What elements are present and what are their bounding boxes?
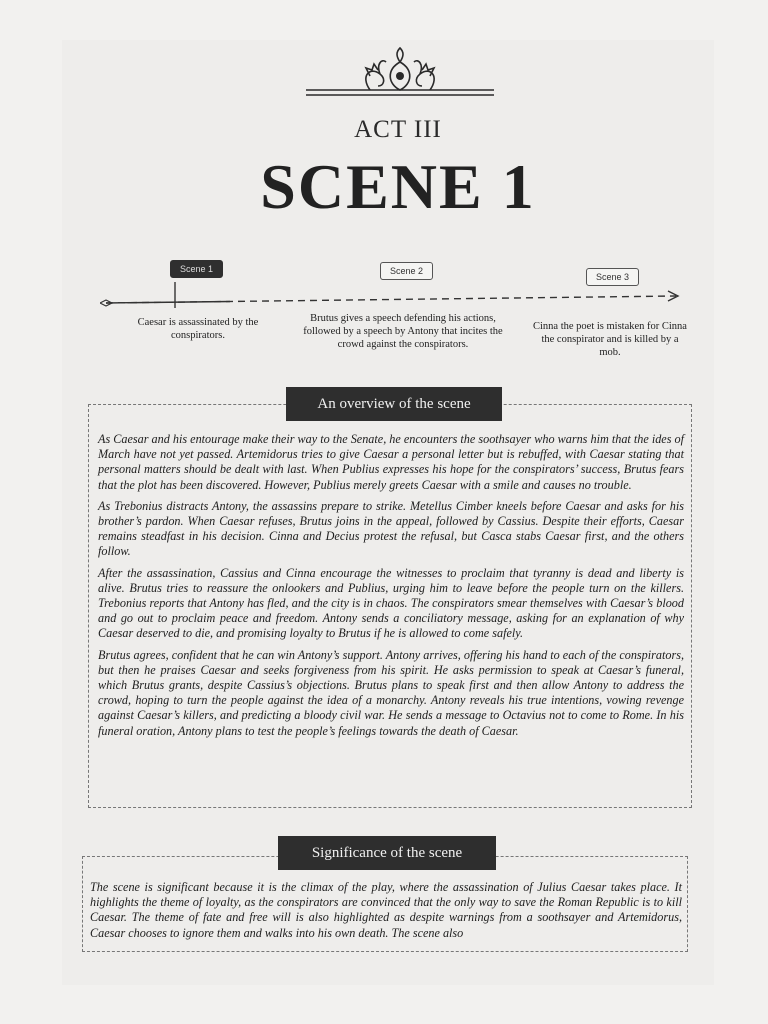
decorative-ornament-icon: [300, 46, 500, 108]
timeline-step-scene-3: Scene 3: [586, 268, 639, 286]
timeline-step-scene-1: Scene 1: [170, 260, 223, 278]
overview-paragraph-4: Brutus agrees, confident that he can win Antony’s support. Antony arrives, offering his hand to each of the conspirators, but then he praises Caesar and seeks forgiveness from his spirit. He asks permission to speak at Caesar’s funeral, which Brutus grants, despite Cassius’s objections. Brutus plans to speak first and then allow Antony to address the crowd, hoping to turn the people against the idea of a monarchy. Antony reveals his true intentions, vowing revenge against Caesar’s killers, and predicting a bloody civil war. He sends a message to Octavius not to come to Rome. In his funeral oration, Antony plans to test the people’s feelings towards the death of Caesar.: [98, 647, 684, 738]
overview-paragraph-2: As Trebonius distracts Antony, the assassins prepare to strike. Metellus Cimber kneels before Caesar and asks for his brother’s pardon. When Caesar refuses, Brutus joins in the appeal, followed by Cassius. Despite their efforts, Caesar remains steadfast in his decision. Cinna and Decius protest the refusal, but Casca stabs Caesar first, and the others follow.: [98, 498, 684, 559]
scene-title: SCENE 1: [260, 151, 536, 222]
significance-text: [90, 880, 682, 947]
act-heading: ACT III: [354, 116, 442, 143]
timeline-step-scene-2: Scene 2: [380, 262, 433, 280]
scene-timeline: [100, 258, 690, 368]
timeline-caption-scene-3: Cinna the poet is mistaken for Cinna the conspirator and is killed by a mob.: [533, 321, 687, 358]
overview-paragraph-3: After the assassination, Cassius and Cinna encourage the witnesses to proclaim that tyranny is dead and liberty is alive. Brutus tries to reassure the onlookers and Publius, urging him to leave before the people turn on the killers. Trebonius reports that Antony has fled, and the city is in chaos. The conspirators smear themselves with Caesar’s blood and go out to proclaim peace and freedom. Antony sends a conciliatory message, asking for an explanation of why Caesar deserved to die, and promising loyalty to Brutus if he is allowed to come safely.: [98, 565, 684, 641]
overview-paragraph-1: As Caesar and his entourage make their way to the Senate, he encounters the soothsayer who warns him that the ides of March have not yet passed. Artemidorus tries to give Caesar a personal letter but is rebuffed, with Caesar stating that personal matters should be dealt with last. When Publius expresses his hope for the conspirators’ success, Brutus fears that the plot has been discovered. However, Publius merely greets Caesar with a smile and causes no trouble.: [98, 432, 684, 492]
significance-paragraph: The scene is significant because it is the climax of the play, where the assassination of Julius Caesar takes place. It highlights the theme of loyalty, as the conspirators are convinced that the only way to save the Roman Republic is to kill Caesar. The theme of fate and free will is also highlighted as despite warnings from a soothsayer and Artemidorus, Caesar chooses to ignore them and walks into his own death. The scene also: [90, 880, 682, 940]
overview-text: [98, 432, 684, 745]
significance-heading: Significance of the scene: [278, 836, 496, 870]
timeline-caption-scene-2: Brutus gives a speech defending his actions, followed by a speech by Antony that incites the crowd against the conspirators.: [303, 313, 503, 350]
overview-heading: An overview of the scene: [286, 387, 502, 421]
timeline-caption-scene-1: Caesar is assassinated by the conspirators.: [137, 317, 259, 341]
